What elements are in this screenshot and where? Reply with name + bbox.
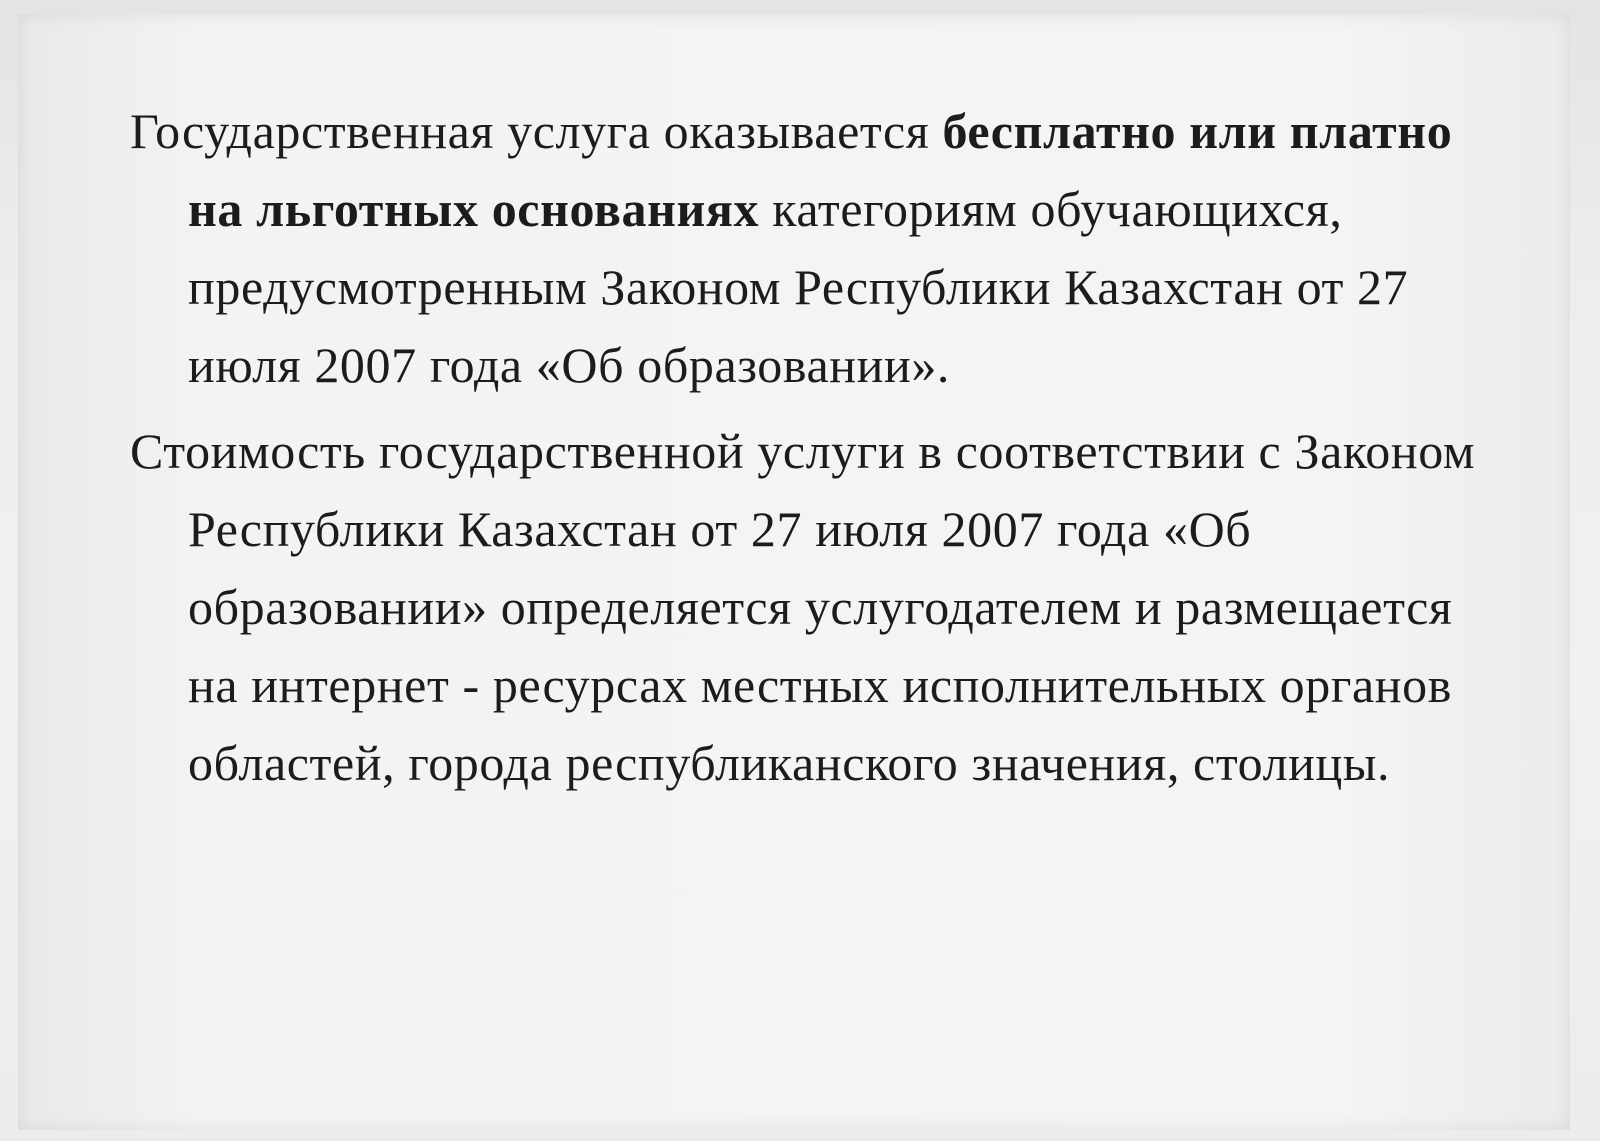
paragraph-rest-text: категориям обучающихся, предусмотренным Законом Республики Казахстан от 27 июля 2007 года «Об образовании».: [188, 181, 1409, 393]
paragraph-bold-text: бесплатно или платно на льготных основаниях: [188, 103, 1453, 237]
paragraph-free-of-charge: [130, 92, 1490, 404]
paragraph-service-cost: Стоимость государственной услуги в соответствии с Законом Республики Казахстан от 27 июля 2007 года «Об образовании» определяется услугодателем и размещается на интернет - ресурсах местных исполнительных органов областей, города республиканского значения, столицы.: [130, 423, 1476, 791]
document-body: [130, 92, 1490, 808]
paragraph-lead-text: Государственная услуга оказывается: [130, 103, 943, 159]
document-page: [18, 14, 1570, 1130]
